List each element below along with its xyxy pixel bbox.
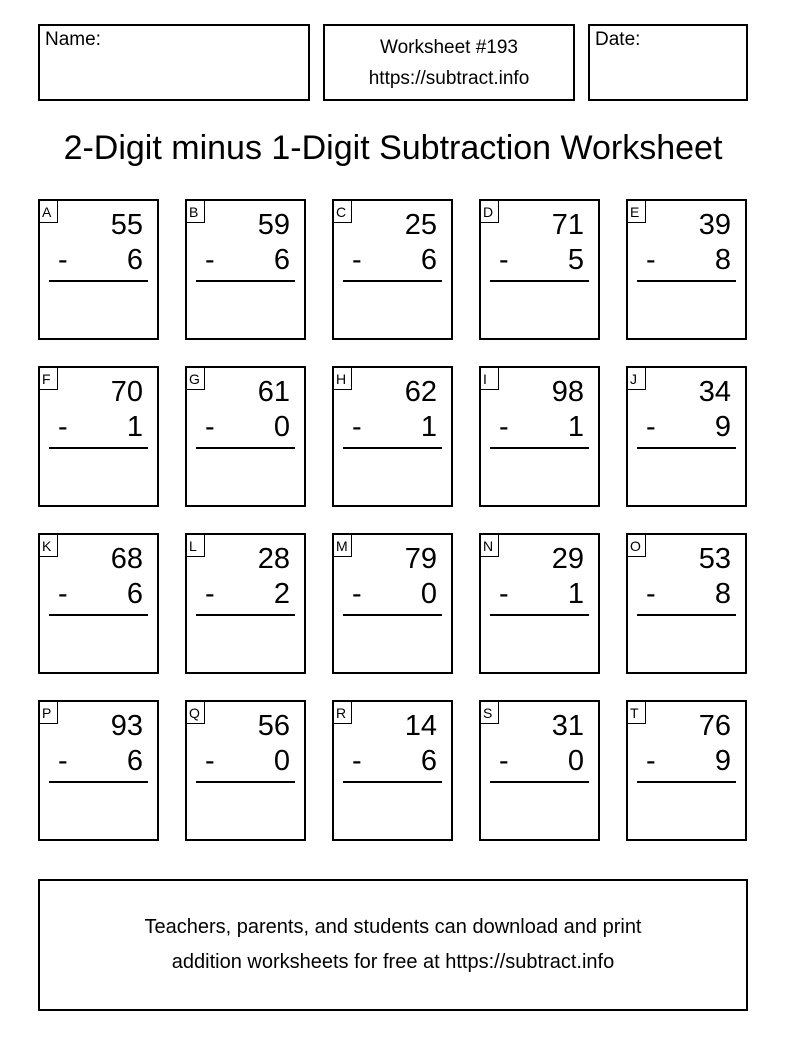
minuend: 98 <box>551 376 584 408</box>
problem-r[interactable] <box>332 700 453 841</box>
answer-line <box>196 447 295 449</box>
problem-letter: K <box>40 535 58 557</box>
problem-p[interactable] <box>38 700 159 841</box>
problem-letter: G <box>187 368 205 390</box>
minus-sign: - <box>499 411 509 443</box>
minus-sign: - <box>646 578 656 610</box>
problem-j[interactable] <box>626 366 747 507</box>
problem-letter: D <box>481 201 499 223</box>
subtrahend: 1 <box>420 411 437 443</box>
problem-letter: T <box>628 702 646 724</box>
problem-letter: E <box>628 201 646 223</box>
problem-o[interactable] <box>626 533 747 674</box>
problem-g[interactable] <box>185 366 306 507</box>
answer-line <box>490 280 589 282</box>
footer-line-1: Teachers, parents, and students can download and print <box>144 916 642 938</box>
answer-line <box>637 447 736 449</box>
problem-letter: P <box>40 702 58 724</box>
date-field[interactable] <box>588 24 748 101</box>
answer-line <box>637 781 736 783</box>
answer-line <box>490 781 589 783</box>
subtrahend: 6 <box>420 745 437 777</box>
minus-sign: - <box>205 244 215 276</box>
answer-line <box>637 614 736 616</box>
subtrahend: 0 <box>420 578 437 610</box>
minuend: 79 <box>404 543 437 575</box>
minuend: 25 <box>404 209 437 241</box>
problem-letter: R <box>334 702 352 724</box>
name-field[interactable] <box>38 24 310 101</box>
name-label: Name: <box>45 29 101 50</box>
answer-line <box>49 447 148 449</box>
subtrahend: 1 <box>126 411 143 443</box>
minus-sign: - <box>352 411 362 443</box>
footer-line-2: addition worksheets for free at https://subtract.info <box>171 951 615 973</box>
minus-sign: - <box>499 244 509 276</box>
answer-line <box>343 781 442 783</box>
problem-letter: C <box>334 201 352 223</box>
problem-l[interactable] <box>185 533 306 674</box>
answer-line <box>49 781 148 783</box>
minuend: 53 <box>698 543 731 575</box>
answer-line <box>196 614 295 616</box>
problem-i[interactable] <box>479 366 600 507</box>
minuend: 28 <box>257 543 290 575</box>
problem-letter: I <box>481 368 499 390</box>
minuend: 55 <box>110 209 143 241</box>
problem-letter: B <box>187 201 205 223</box>
minus-sign: - <box>58 578 68 610</box>
problem-letter: M <box>334 535 352 557</box>
problem-letter: N <box>481 535 499 557</box>
minus-sign: - <box>205 578 215 610</box>
minus-sign: - <box>646 411 656 443</box>
answer-line <box>637 280 736 282</box>
minus-sign: - <box>499 578 509 610</box>
subtrahend: 6 <box>126 745 143 777</box>
problem-s[interactable] <box>479 700 600 841</box>
minuend: 31 <box>551 710 584 742</box>
subtrahend: 6 <box>126 578 143 610</box>
minus-sign: - <box>499 745 509 777</box>
subtrahend: 9 <box>714 745 731 777</box>
subtrahend: 9 <box>714 411 731 443</box>
subtrahend: 0 <box>567 745 584 777</box>
answer-line <box>343 614 442 616</box>
answer-line <box>343 447 442 449</box>
minuend: 71 <box>551 209 584 241</box>
minuend: 29 <box>551 543 584 575</box>
minus-sign: - <box>58 244 68 276</box>
minuend: 70 <box>110 376 143 408</box>
subtrahend: 6 <box>273 244 290 276</box>
subtrahend: 1 <box>567 411 584 443</box>
subtrahend: 0 <box>273 411 290 443</box>
minuend: 56 <box>257 710 290 742</box>
worksheet-url: https://subtract.info <box>368 67 530 89</box>
date-label: Date: <box>595 29 641 50</box>
minuend: 14 <box>404 710 437 742</box>
subtrahend: 8 <box>714 578 731 610</box>
subtrahend: 5 <box>567 244 584 276</box>
minus-sign: - <box>352 745 362 777</box>
minuend: 39 <box>698 209 731 241</box>
minus-sign: - <box>205 411 215 443</box>
problem-letter: Q <box>187 702 205 724</box>
minuend: 59 <box>257 209 290 241</box>
subtrahend: 1 <box>567 578 584 610</box>
minuend: 76 <box>698 710 731 742</box>
minuend: 34 <box>698 376 731 408</box>
answer-line <box>490 614 589 616</box>
problem-letter: J <box>628 368 646 390</box>
minus-sign: - <box>58 745 68 777</box>
worksheet-number: Worksheet #193 <box>379 36 518 58</box>
problem-q[interactable] <box>185 700 306 841</box>
subtrahend: 6 <box>126 244 143 276</box>
problem-e[interactable] <box>626 199 747 340</box>
problem-c[interactable] <box>332 199 453 340</box>
problem-letter: A <box>40 201 58 223</box>
footer-box <box>38 879 748 1011</box>
answer-line <box>490 447 589 449</box>
subtrahend: 8 <box>714 244 731 276</box>
problem-letter: O <box>628 535 646 557</box>
problem-letter: H <box>334 368 352 390</box>
answer-line <box>196 781 295 783</box>
problem-f[interactable] <box>38 366 159 507</box>
answer-line <box>49 614 148 616</box>
problem-letter: S <box>481 702 499 724</box>
page-title: 2-Digit minus 1-Digit Subtraction Worksheet <box>63 129 723 167</box>
minuend: 68 <box>110 543 143 575</box>
answer-line <box>196 280 295 282</box>
answer-line <box>49 280 148 282</box>
minus-sign: - <box>58 411 68 443</box>
problem-h[interactable] <box>332 366 453 507</box>
problem-letter: F <box>40 368 58 390</box>
subtrahend: 2 <box>273 578 290 610</box>
problem-t[interactable] <box>626 700 747 841</box>
answer-line <box>343 280 442 282</box>
problem-m[interactable] <box>332 533 453 674</box>
minus-sign: - <box>646 244 656 276</box>
minuend: 61 <box>257 376 290 408</box>
minuend: 93 <box>110 710 143 742</box>
problem-a[interactable] <box>38 199 159 340</box>
subtrahend: 6 <box>420 244 437 276</box>
minus-sign: - <box>352 244 362 276</box>
worksheet-info-box <box>323 24 575 101</box>
problem-b[interactable] <box>185 199 306 340</box>
problem-n[interactable] <box>479 533 600 674</box>
minus-sign: - <box>205 745 215 777</box>
minus-sign: - <box>646 745 656 777</box>
problem-letter: L <box>187 535 205 557</box>
minus-sign: - <box>352 578 362 610</box>
problem-d[interactable] <box>479 199 600 340</box>
subtrahend: 0 <box>273 745 290 777</box>
minuend: 62 <box>404 376 437 408</box>
problem-k[interactable] <box>38 533 159 674</box>
